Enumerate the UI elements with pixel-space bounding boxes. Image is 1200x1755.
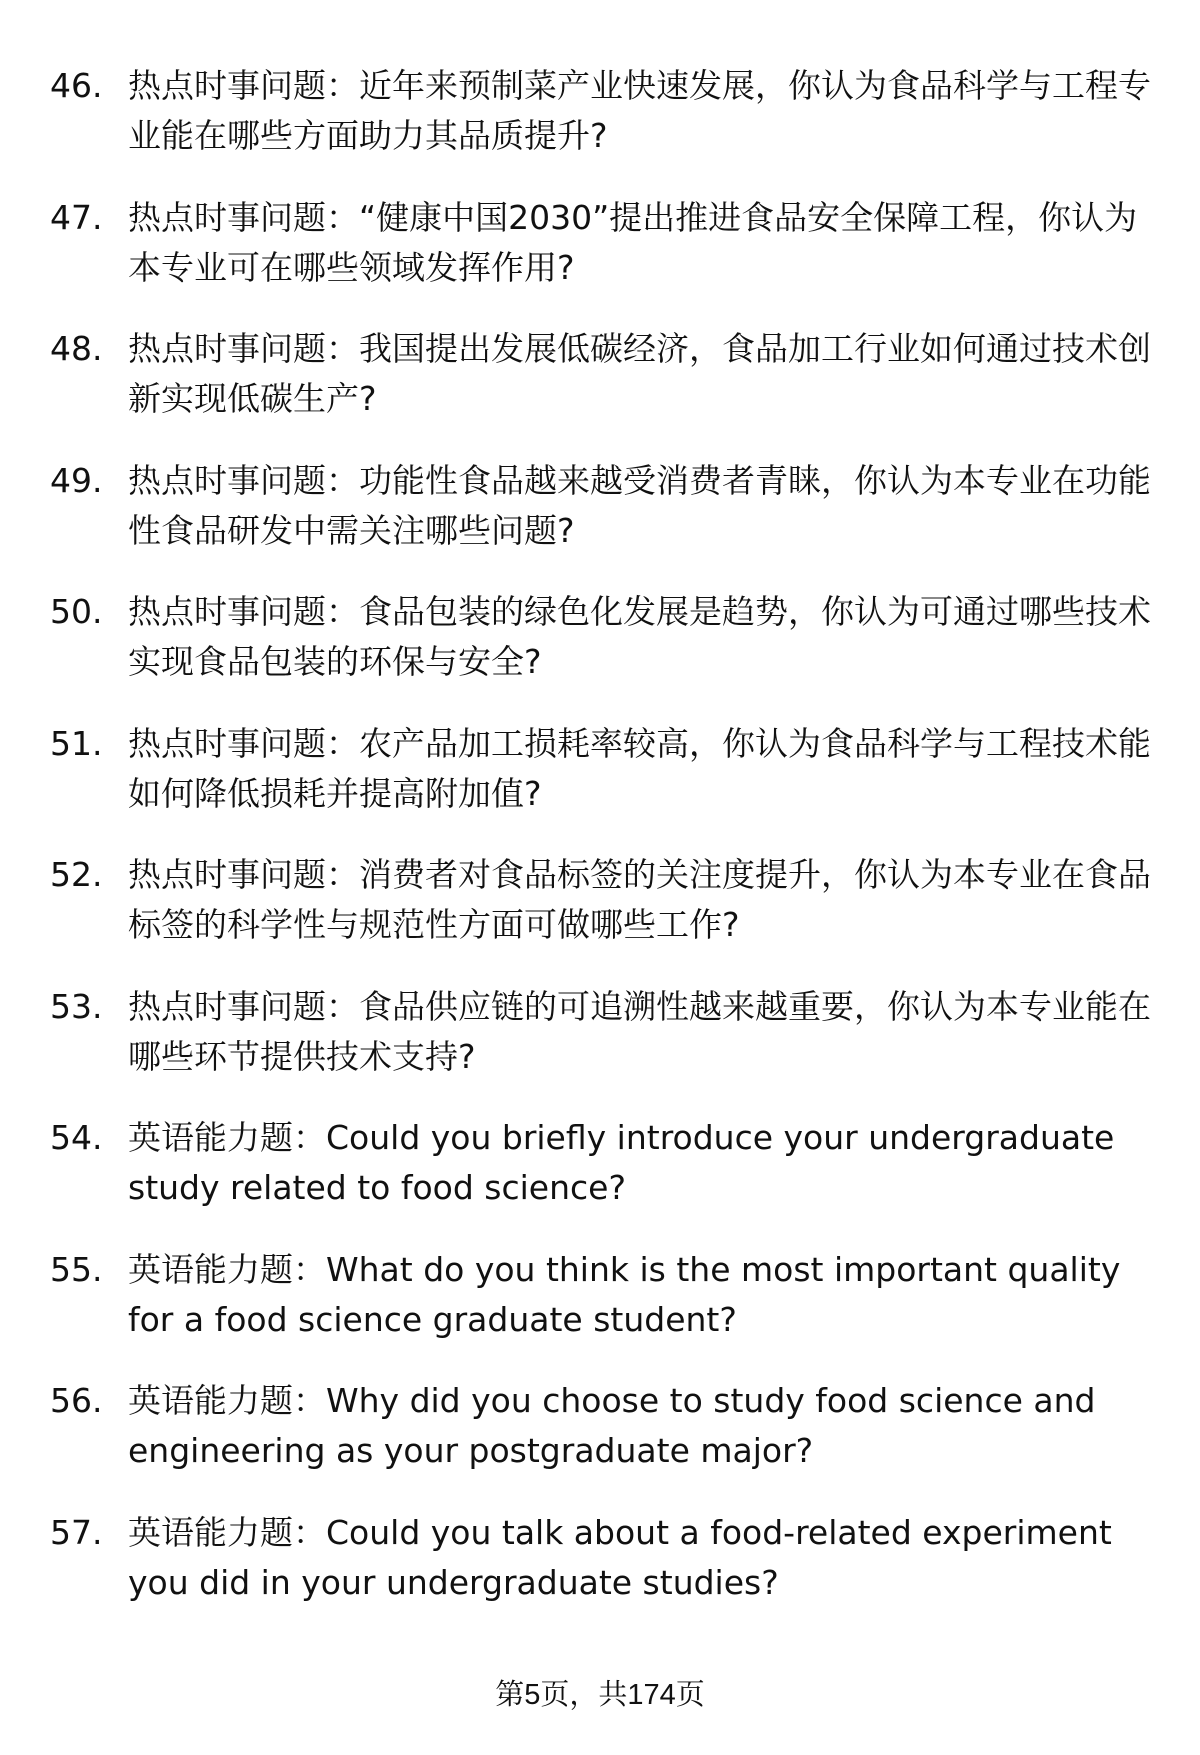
question-text: 热点时事问题：农产品加工损耗率较高，你认为食品科学与工程技术能如何降低损耗并提高附加值? — [128, 723, 1151, 813]
question-text: 英语能力题：Could you briefly introduce your undergraduate study related to food science? — [128, 1118, 1115, 1207]
question-item — [50, 587, 1160, 687]
question-item — [50, 456, 1160, 556]
question-item — [50, 193, 1160, 293]
question-number: 57. — [50, 1512, 103, 1552]
question-text: 热点时事问题：“健康中国2030”提出推进食品安全保障工程，你认为本专业可在哪些领域发挥作用? — [128, 197, 1138, 287]
question-text: 热点时事问题：功能性食品越来越受消费者青睐，你认为本专业在功能性食品研发中需关注哪些问题? — [128, 460, 1151, 550]
question-text: 热点时事问题：我国提出发展低碳经济，食品加工行业如何通过技术创新实现低碳生产? — [128, 329, 1151, 418]
question-text: 热点时事问题：近年来预制菜产业快速发展，你认为食品科学与工程专业能在哪些方面助力其品质提升? — [128, 66, 1151, 155]
question-number: 46. — [50, 66, 103, 105]
question-number: 52. — [50, 855, 103, 894]
question-text: 热点时事问题：食品包装的绿色化发展是趋势，你认为可通过哪些技术实现食品包装的环保与安全? — [128, 592, 1151, 681]
question-number: 50. — [50, 592, 103, 631]
question-item — [50, 1245, 1160, 1345]
question-text: 热点时事问题：消费者对食品标签的关注度提升，你认为本专业在食品标签的科学性与规范性方面可做哪些工作? — [128, 855, 1151, 944]
question-number: 54. — [50, 1118, 103, 1157]
question-item — [50, 850, 1160, 950]
question-number: 53. — [50, 986, 103, 1026]
question-number: 51. — [50, 723, 103, 763]
question-item — [50, 1508, 1160, 1608]
question-number: 56. — [50, 1381, 103, 1420]
question-item — [50, 719, 1160, 819]
question-item — [50, 982, 1160, 1082]
question-item — [50, 324, 1160, 424]
question-text: 英语能力题：Why did you choose to study food science and engineering as your postgraduate major? — [128, 1381, 1096, 1470]
page-footer: 第5页，共174页 — [495, 1679, 705, 1711]
question-item — [50, 1113, 1160, 1213]
question-text: 英语能力题：Could you talk about a food-related experiment you did in your undergraduate studies? — [128, 1512, 1112, 1602]
question-text: 英语能力题：What do you think is the most important quality for a food science graduate student? — [128, 1249, 1121, 1339]
question-item — [50, 1376, 1160, 1476]
question-number: 47. — [50, 197, 103, 237]
question-number: 49. — [50, 460, 103, 500]
question-text: 热点时事问题：食品供应链的可追溯性越来越重要，你认为本专业能在哪些环节提供技术支持? — [128, 986, 1151, 1076]
question-number: 48. — [50, 329, 103, 368]
question-item — [50, 61, 1160, 161]
question-number: 55. — [50, 1249, 103, 1289]
